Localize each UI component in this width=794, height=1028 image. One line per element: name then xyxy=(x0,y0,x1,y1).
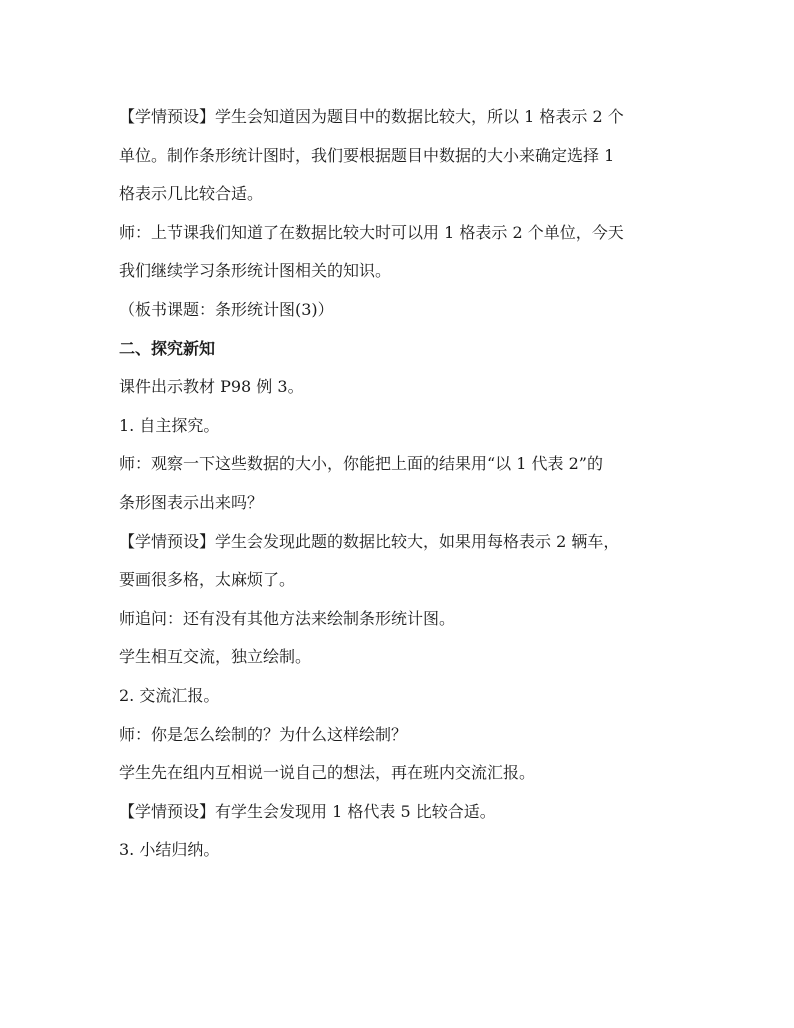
paragraph-line: 【学情预设】学生会知道因为题目中的数据比较大，所以 1 格表示 2 个 xyxy=(119,107,624,126)
paragraph-line: 学生相互交流，独立绘制。 xyxy=(119,647,312,667)
step-heading: 2. 交流汇报。 xyxy=(119,685,220,705)
board-title-note: （板书课题：条形统计图(3)） xyxy=(119,299,334,319)
paragraph-line: 我们继续学习条形统计图相关的知识。 xyxy=(119,261,392,281)
section-heading: 二、探究新知 xyxy=(119,338,216,358)
paragraph-line: 【学情预设】有学生会发现用 1 格代表 5 比较合适。 xyxy=(119,801,496,821)
document-body xyxy=(119,98,699,870)
paragraph-line: 【学情预设】学生会发现此题的数据比较大，如果用每格表示 2 辆车， xyxy=(119,531,620,551)
paragraph-line: 单位。制作条形统计图时，我们要根据题目中数据的大小来确定选择 1 xyxy=(119,145,615,165)
paragraph-line: 师：观察一下这些数据的大小，你能把上面的结果用“以 1 代表 2”的 xyxy=(119,454,603,474)
paragraph-line: 师：上节课我们知道了在数据比较大时可以用 1 格表示 2 个单位，今天 xyxy=(119,222,624,242)
paragraph-line: 格表示几比较合适。 xyxy=(119,184,264,204)
paragraph-line: 要画很多格，太麻烦了。 xyxy=(119,570,296,590)
paragraph-line: 师：你是怎么绘制的？为什么这样绘制？ xyxy=(119,724,408,744)
paragraph-line: 条形图表示出来吗？ xyxy=(119,492,264,512)
step-heading: 3. 小结归纳。 xyxy=(119,840,220,860)
paragraph-line: 学生先在组内互相说一说自己的想法，再在班内交流汇报。 xyxy=(119,763,536,783)
step-heading: 1. 自主探究。 xyxy=(119,415,220,435)
paragraph-line: 师追问：还有没有其他方法来绘制条形统计图。 xyxy=(119,608,456,628)
paragraph-line: 课件出示教材 P98 例 3。 xyxy=(119,377,304,397)
